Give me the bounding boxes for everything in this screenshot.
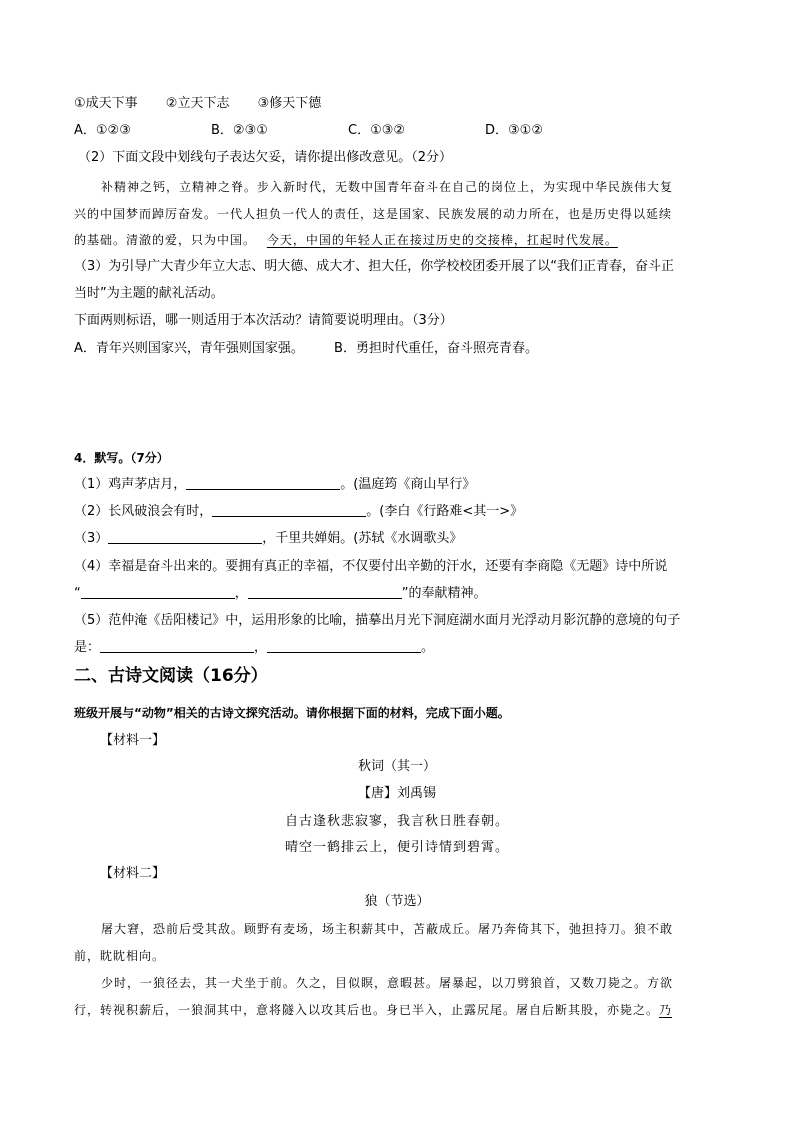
q4-item-1 [74,475,475,495]
q3-options [74,339,538,359]
q4-item-3-text: （3） [74,531,109,546]
q3-option-b: B．勇担时代重任，奋斗照亮青春。 [334,341,538,356]
q4-item-4-line-1: （4）幸福是奋斗出来的。要拥有真正的幸福，不仅要付出辛勤的汗水，还要有李商隐《无题》诗中所说 [74,559,668,574]
section-2-heading: 二、古诗文阅读（16分） [74,666,268,686]
wolf-line-4 [74,1000,672,1020]
sequence-item-2: ②立天下志 [165,96,230,111]
q2-para-line-3-start: 的基础。清澈的爱，只为中国。 [74,233,257,247]
q4-title: 4．默写。（7分） [74,451,169,465]
poem-line-2: 晴空一鹤排云上，便引诗情到碧霄。 [284,840,509,855]
choice-b: B．②③① [211,123,268,138]
comma: ， [254,640,268,655]
open-quote: “ [74,586,81,601]
answer-blank[interactable] [100,638,254,653]
wolf-line-3: 少时，一狼径去，其一犬坐于前。久之，目似瞑，意暇甚。屠暴起，以刀劈狼首，又数刀毙之。方欲 [101,976,674,990]
period: 。 [421,640,435,655]
poem-line-1: 自古逢秋悲寂寥，我言秋日胜春朝。 [284,814,509,829]
comma: ， [234,586,248,601]
wolf-line-4-main: 行，转视积薪后，一狼洞其中，意将隧入以攻其后也。身已半入，止露尻尾。屠自后断其股，亦毙之。 [74,1003,660,1017]
answer-blank[interactable] [81,584,235,599]
q2-prompt: （2）下面文段中划线句子表达欠妥，请你提出修改意见。（2分） [78,150,453,165]
material-1-label: 【材料一】 [100,733,166,748]
q4-item-5-line-2 [74,638,434,658]
q4-item-2-text: （2）长风破浪会有时， [74,504,213,519]
q3-prompt-line-1: （3）为引导广大青少年立大志、明大德、成大才、担大任，你学校校团委开展了以“我们正青春，奋斗正 [74,259,675,274]
wolf-title: 狼（节选） [364,894,430,909]
choice-c: C．①③② [348,123,406,138]
poem-title: 秋词（其一） [357,759,436,774]
choice-d: D．③①② [485,123,543,138]
q4-item-5-line-1: （5）范仲淹《岳阳楼记》中，运用形象的比喻，描摹出月光下洞庭湖水面月光浮动月影沉静的意境的句子 [74,613,681,628]
answer-blank[interactable] [267,638,421,653]
q4-item-3 [74,529,462,549]
answer-blank[interactable] [186,475,340,490]
q4-item-5-pre: 是： [74,640,101,655]
q4-item-1-source: 。(温庭筠《商山早行》 [340,477,476,492]
q2-underlined-sentence: 今天，中国的年轻人正在接过历史的交接棒，扛起时代发展。 [266,233,618,247]
answer-blank[interactable] [108,529,262,544]
q3-prompt-line-2: 当时”为主题的献礼活动。 [74,286,224,301]
sequence-options-row [74,94,321,114]
q2-para-line-3 [74,230,618,250]
sequence-item-1: ①成天下事 [74,96,138,111]
q2-para-line-1: 补精神之钙，立精神之脊。步入新时代，无数中国青年奋斗在自己的岗位上，为实现中华民族伟大复 [101,180,674,194]
q4-item-4-line-2 [74,584,487,604]
wolf-line-1: 屠大窘，恐前后受其敌。顾野有麦场，场主积薪其中，苫蔽成丘。屠乃奔倚其下，弛担持刀。狼不敢 [101,922,674,936]
sequence-item-3: ③修天下德 [257,96,322,111]
q4-item-2-source: 。(李白《行路难<其一>》 [366,504,524,519]
q2-para-line-2: 兴的中国梦而踔厉奋发。一代人担负一代人的责任，这是国家、民族发展的动力所在，也是历史得以延续 [74,207,673,221]
wolf-line-2: 前，眈眈相向。 [74,949,166,963]
poem-author: 【唐】刘禹锡 [357,786,436,801]
answer-blank[interactable] [248,584,402,599]
q4-item-1-text: （1）鸡声茅店月， [74,477,187,492]
answer-blank[interactable] [212,502,366,517]
q3-prompt-line-3: 下面两则标语，哪一则适用于本次活动？请简要说明理由。（3分） [74,313,453,328]
q4-item-4-end: ”的奉献精神。 [401,586,487,601]
material-2-label: 【材料二】 [100,866,166,881]
wolf-line-4-tail: 乃 [659,1003,673,1017]
q4-item-3-source: ，千里共婵娟。(苏轼《水调歌头》 [262,531,463,546]
section-2-intro: 班级开展与“动物”相关的古诗文探究活动。请你根据下面的材料，完成下面小题。 [74,706,510,720]
choice-a: A．①②③ [74,123,131,138]
q3-option-a: A．青年兴则国家兴，青年强则国家强。 [74,341,304,356]
q4-item-2 [74,502,523,522]
